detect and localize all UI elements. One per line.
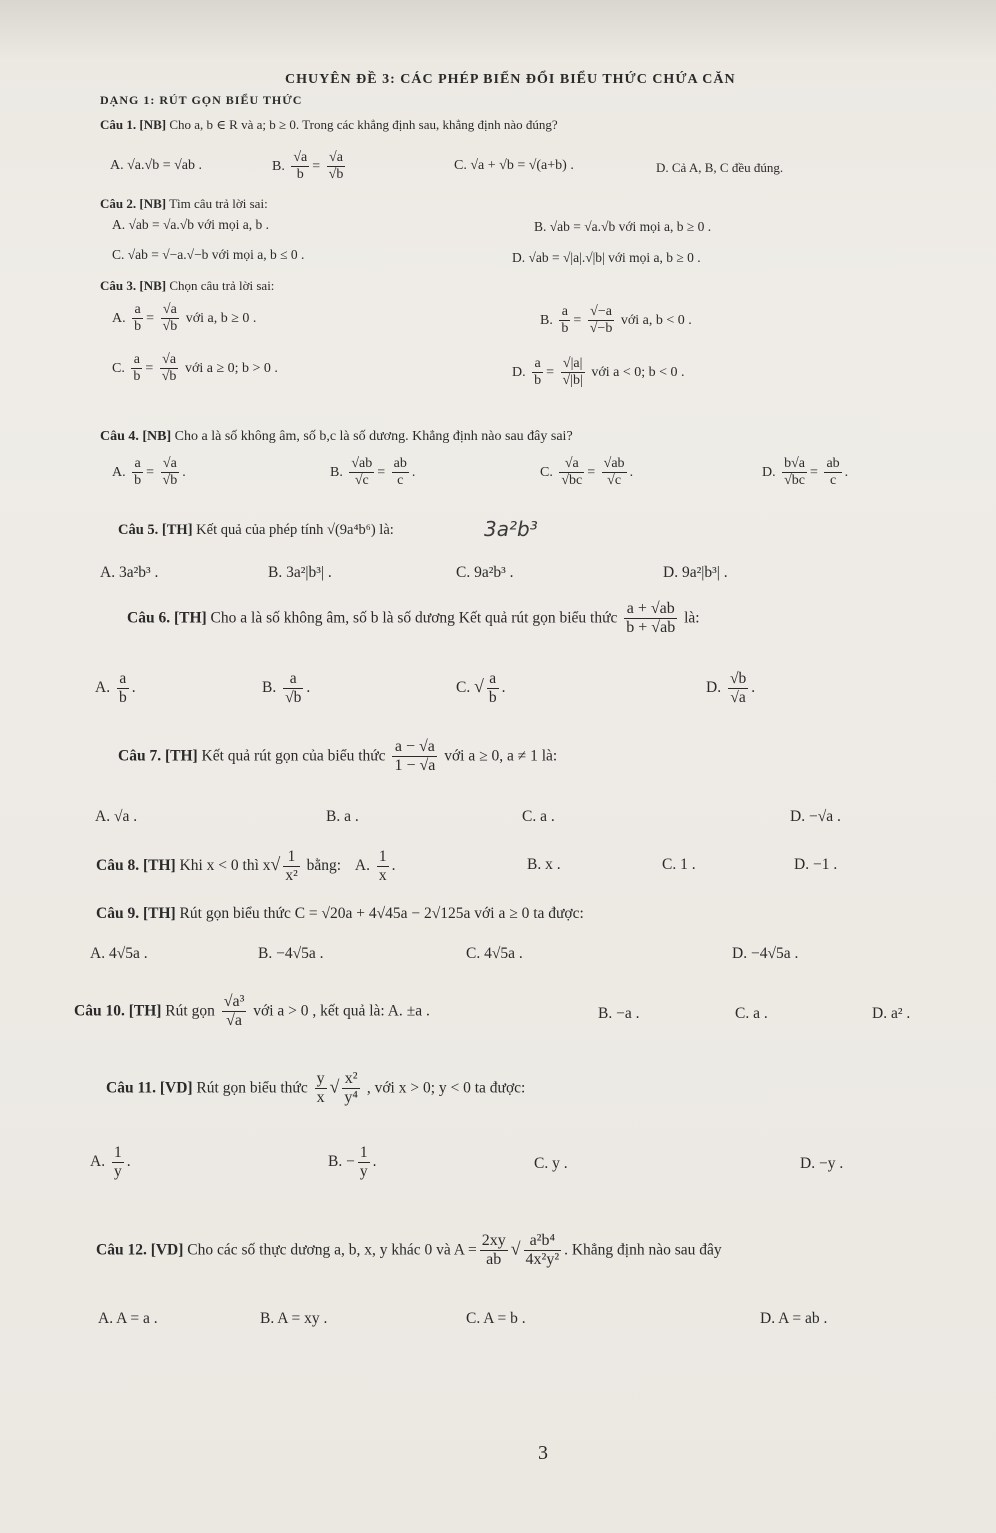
option-5d: D. 9a²|b³| . — [663, 564, 728, 581]
option-8b: B. x . — [527, 856, 561, 873]
question-4 — [100, 429, 573, 445]
handwritten-note: 3a²b³ — [484, 517, 538, 541]
option-12b: B. A = xy . — [260, 1310, 328, 1327]
question-text: Khi x < 0 thì — [179, 856, 259, 874]
option-9b: B. −4√5a . — [258, 945, 324, 962]
question-text: Kết quả rút gọn của biểu thức — [201, 747, 386, 765]
option-2d: D. √ab = √|a|.√|b| với mọi a, b ≥ 0 . — [512, 250, 701, 265]
option-11c: C. y . — [534, 1155, 568, 1172]
option-7b: B. a . — [326, 808, 359, 825]
question-label: Câu 6. [TH] — [127, 609, 207, 627]
option-9c: C. 4√5a . — [466, 945, 523, 962]
question-label: Câu 12. [VD] — [96, 1241, 184, 1259]
option-6a: A. $\frac{a}{b}$ . — [95, 670, 136, 706]
question-2 — [100, 196, 268, 212]
option-11d: D. −y . — [800, 1155, 844, 1172]
option-10c: C. a . — [735, 1005, 768, 1022]
option-3a: A. $\frac{a}{b}$ = $\frac{√a}{√b}$ với a, b ≥ 0 . — [112, 302, 257, 335]
option-6b: B. $\frac{a}{√b}$ . — [262, 670, 311, 706]
option-3d: D. $\frac{a}{b}$ = $\frac{√|a|}{√|b|}$ với a < 0; b < 0 . — [512, 356, 685, 389]
option-10b: B. −a . — [598, 1005, 640, 1022]
option-4d: D. $\frac{b√a}{√bc}$ = $\frac{ab}{c}$ . — [762, 456, 849, 489]
option-1c: C. √a + √b = √(a+b) . — [454, 158, 574, 173]
question-label: Câu 10. [TH] — [74, 1002, 162, 1020]
option-12a: A. A = a . — [98, 1310, 158, 1327]
option-9a: A. 4√5a . — [90, 945, 148, 962]
question-text: Chọn câu trả lời sai: — [169, 278, 275, 293]
option-8d: D. −1 . — [794, 856, 838, 873]
option-12c: C. A = b . — [466, 1310, 526, 1327]
question-text: Rút gọn — [165, 1002, 215, 1020]
question-text: Tìm câu trả lời sai: — [169, 196, 268, 211]
question-label: Câu 4. [NB] — [100, 429, 172, 444]
option-6d: D. $\frac{√b}{√a}$ . — [706, 670, 756, 706]
question-label: Câu 5. [TH] — [118, 522, 193, 538]
question-3 — [100, 278, 274, 294]
option-12d: D. A = ab . — [760, 1310, 828, 1327]
option-8c: C. 1 . — [662, 856, 696, 873]
option-4b: B. $\frac{√ab}{√c}$ = $\frac{ab}{c}$ . — [330, 456, 416, 489]
option-7c: C. a . — [522, 808, 555, 825]
option-2b: B. √ab = √a.√b với mọi a, b ≥ 0 . — [534, 219, 712, 234]
question-1 — [100, 117, 558, 133]
question-8: Câu 8. [TH] Khi x < 0 thì x√ $\frac{1}{\text{x²}}$ bằng: A. $\frac{1}{x}$ . — [96, 848, 396, 884]
question-10: Câu 10. [TH] Rút gọn $\frac{\text{√a³}}{√a}$ với a > 0 , kết quả là: A. ±a . — [74, 993, 430, 1030]
question-6: Câu 6. [TH] Cho a là số không âm, số b là số dương Kết quả rút gọn biểu thức $\frac{a + √ab}{b + √ab}$ là: — [127, 600, 700, 637]
option-1d: D. Cả A, B, C đều đúng. — [656, 160, 784, 175]
question-label: Câu 3. [NB] — [100, 278, 167, 293]
question-label: Câu 11. [VD] — [106, 1079, 193, 1097]
option-3b: B. $\frac{a}{b}$ = $\frac{√-a}{√-b}$ với a, b < 0 . — [540, 304, 692, 337]
option-5b: B. 3a²|b³| . — [268, 564, 332, 581]
question-text: Cho các số thực dương a, b, x, y khác 0 và — [187, 1241, 451, 1259]
option-11b: B. − $\frac{1}{y}$ . — [328, 1144, 377, 1180]
option-4c: C. $\frac{√a}{√bc}$ = $\frac{√ab}{√c}$ . — [540, 456, 634, 489]
question-5 — [118, 522, 394, 539]
question-label: Câu 1. [NB] — [100, 117, 167, 132]
option-7d: D. −√a . — [790, 808, 841, 825]
question-label: Câu 7. [TH] — [118, 747, 198, 765]
question-text: Cho a là số không âm, số b,c là số dương. Khẳng định nào sau đây sai? — [174, 429, 573, 444]
question-12: Câu 12. [VD] Cho các số thực dương a, b, x, y khác 0 và A = $\frac{2xy}{ab}$ √ $\frac{\text{a²b⁴}}{\text{4x²y²}}$ . Khẳng định nào sau đây — [96, 1232, 722, 1269]
option-1a: A. √a.√b = √ab . — [110, 158, 202, 173]
section-title: DẠNG 1: RÚT GỌN BIỂU THỨC — [100, 93, 303, 107]
chapter-title: CHUYÊN ĐỀ 3: CÁC PHÉP BIẾN ĐỔI BIỂU THỨC CHỨA CĂN — [285, 72, 736, 87]
question-11: Câu 11. [VD] Rút gọn biểu thức $\frac{y}{x}$ √ $\frac{\text{x²}}{\text{y⁴}}$ , với x > 0; y < 0 ta được: — [106, 1070, 526, 1107]
option-6c: C. √ $\frac{a}{b}$ . — [456, 670, 506, 706]
option-5a: A. 3a²b³ . — [100, 564, 159, 581]
question-text: Cho a, b ∈ R và a; b ≥ 0. Trong các khẳng định sau, khẳng định nào đúng? — [169, 117, 558, 132]
question-label: Câu 2. [NB] — [100, 196, 167, 211]
question-text: Cho a là số không âm, số b là số dương Kết quả rút gọn biểu thức — [210, 609, 618, 627]
question-7: Câu 7. [TH] Kết quả rút gọn của biểu thức $\frac{a - √a}{1 - √a}$ với a ≥ 0, a ≠ 1 là: — [118, 738, 558, 775]
option-2c: C. √ab = √−a.√−b với mọi a, b ≤ 0 . — [112, 247, 305, 262]
option-10d: D. a² . — [872, 1005, 911, 1022]
option-9d: D. −4√5a . — [732, 945, 799, 962]
question-text: Rút gọn biểu thức C = √20a + 4√45a − 2√125a với a ≥ 0 ta được: — [179, 905, 584, 922]
option-4a: A. $\frac{a}{b}$ = $\frac{√a}{√b}$ . — [112, 456, 186, 489]
question-text: Rút gọn biểu thức — [196, 1079, 308, 1097]
option-7a: A. √a . — [95, 808, 138, 825]
question-text: Kết quả của phép tính √(9a⁴b⁶) là: — [196, 522, 394, 538]
option-3c: C. $\frac{a}{b}$ = $\frac{√a}{√b}$ với a ≥ 0; b > 0 . — [112, 352, 278, 385]
page-number: 3 — [538, 1442, 548, 1464]
question-label: Câu 8. [TH] — [96, 856, 176, 874]
option-1b: B. $\frac{√a}{b}$ = $\frac{√a}{√b}$ — [272, 150, 344, 183]
question-label: Câu 9. [TH] — [96, 905, 176, 922]
question-9 — [96, 905, 584, 923]
option-2a: A. √ab = √a.√b với mọi a, b . — [112, 217, 269, 232]
option-5c: C. 9a²b³ . — [456, 564, 514, 581]
option-11a: A. $\frac{1}{y}$ . — [90, 1144, 131, 1180]
